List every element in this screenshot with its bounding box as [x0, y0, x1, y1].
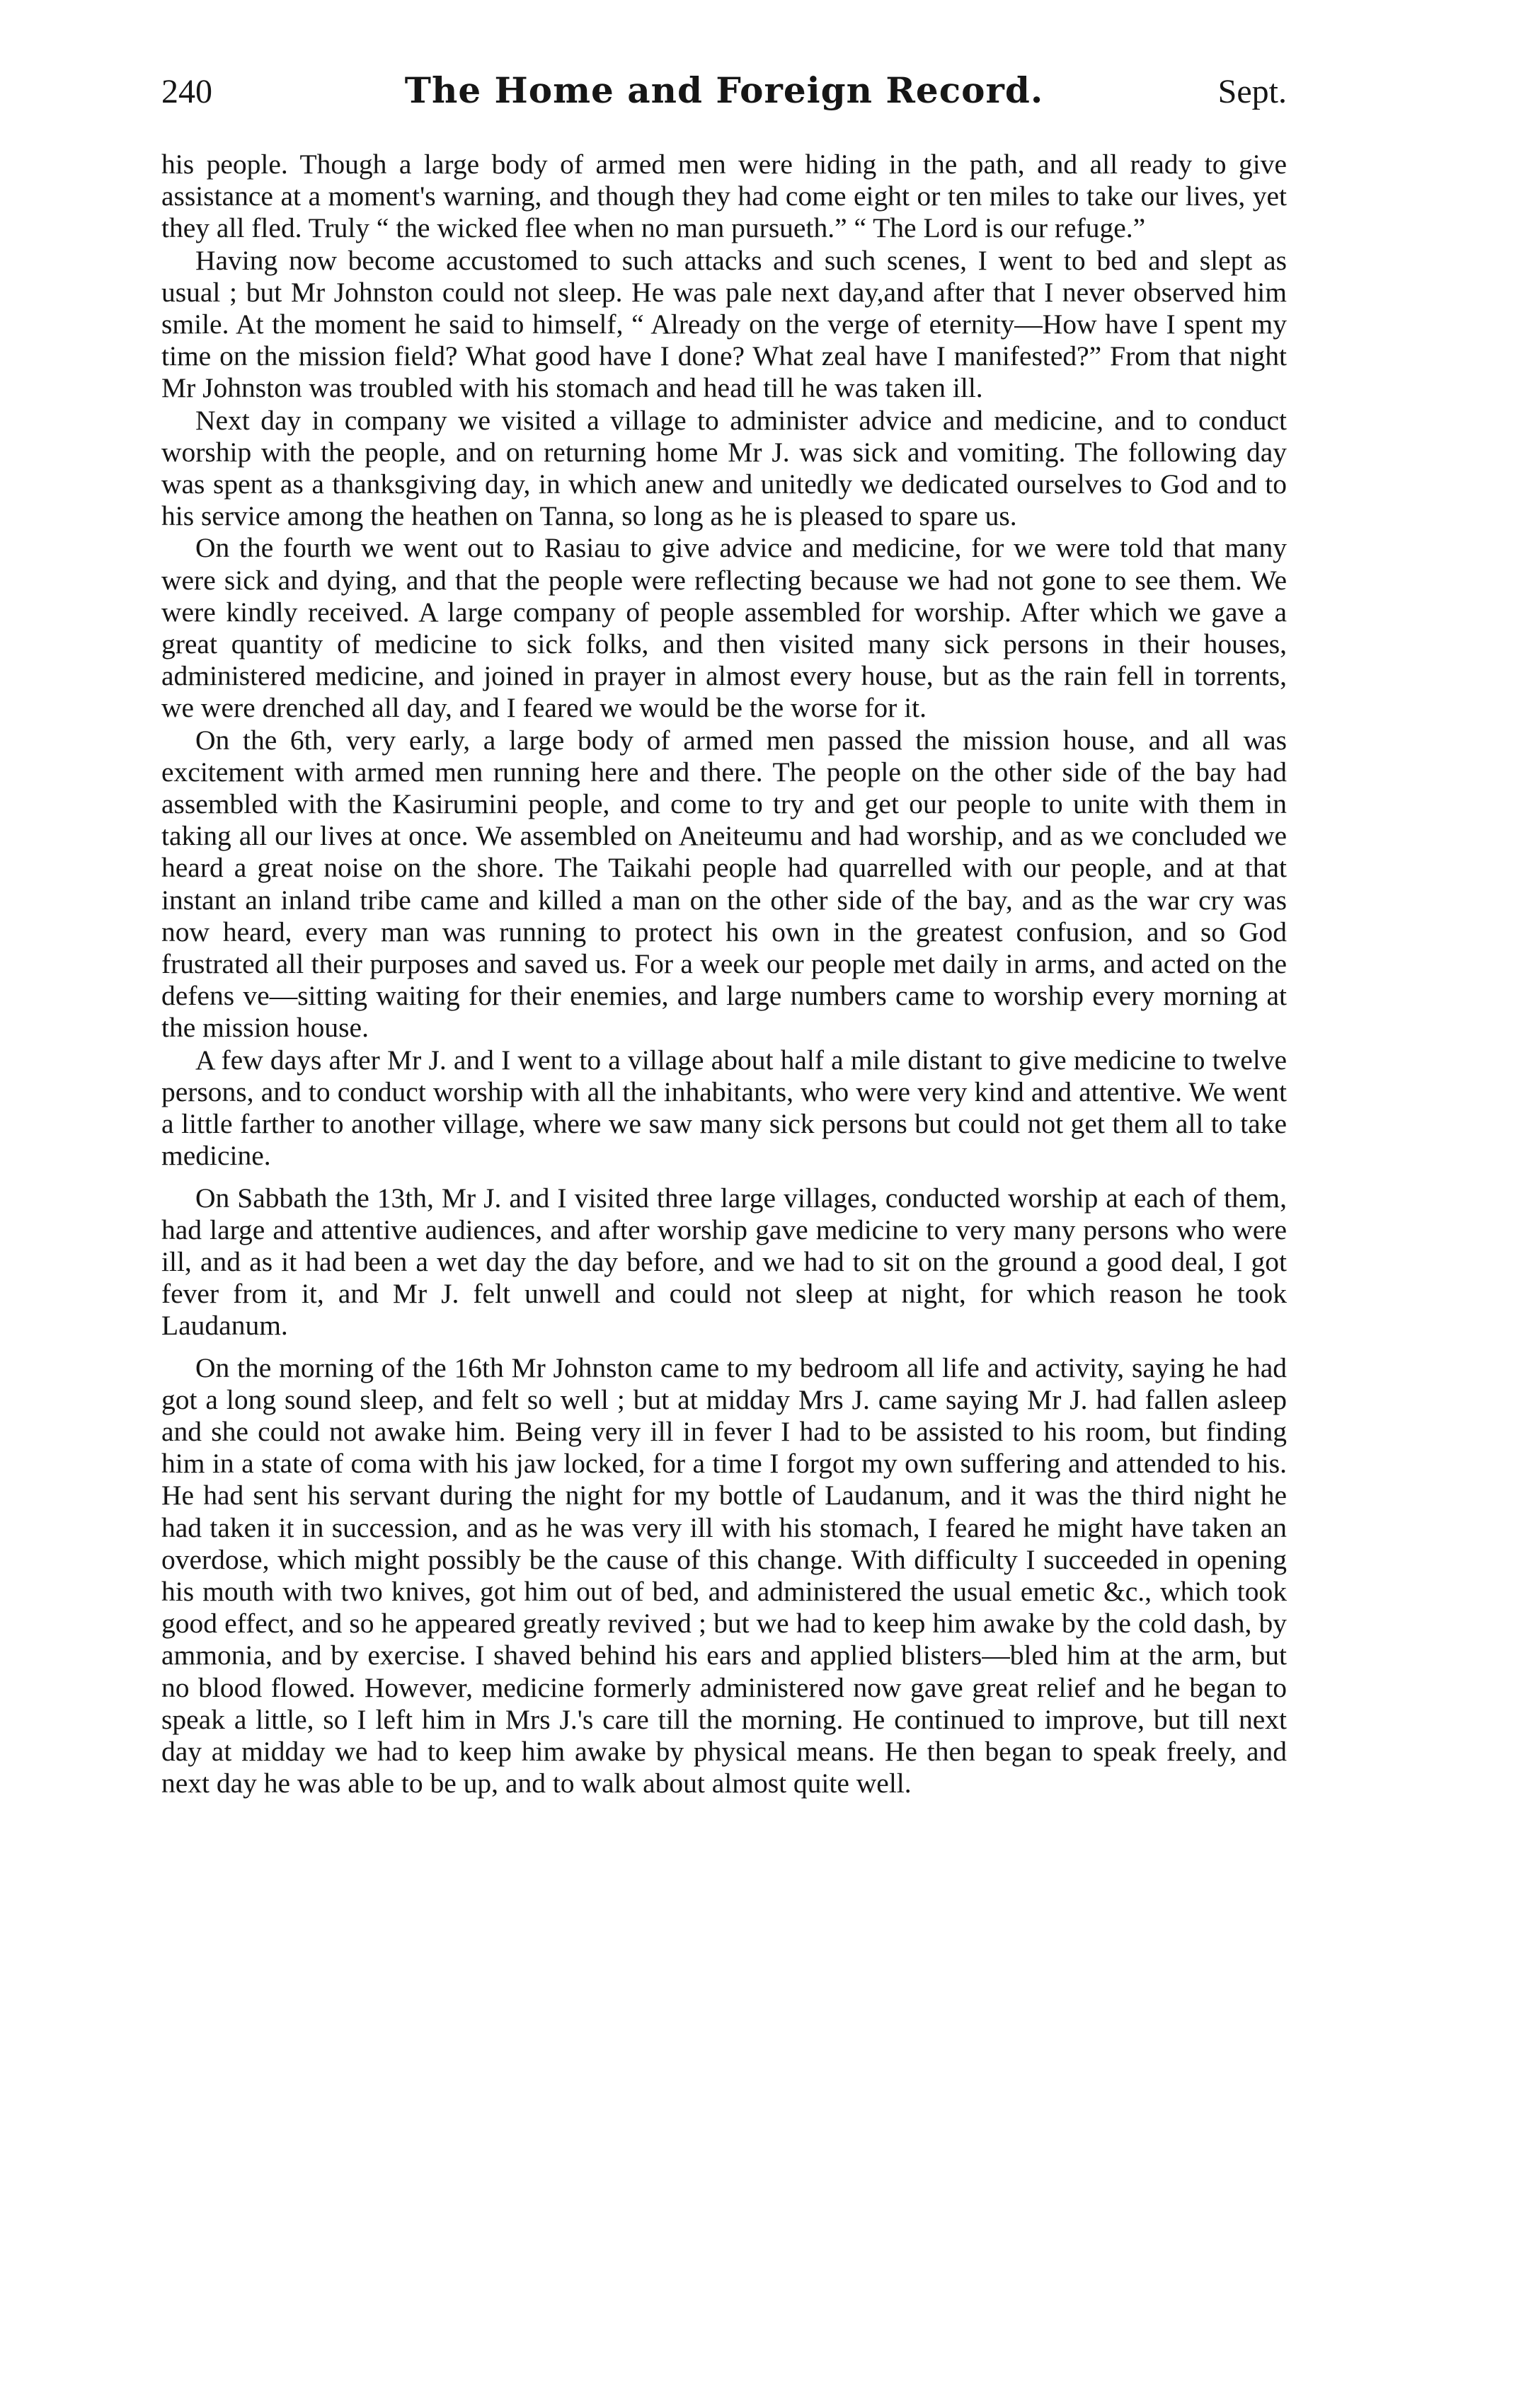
document-page [161, 62, 1287, 1799]
page-number: 240 [161, 73, 212, 110]
paragraph: A few days after Mr J. and I went to a village about half a mile distant to give medicine to twelve persons, and to conduct worship with all the inhabitants, who were very kind and attentive. We went a little farther to another village, where we saw many sick persons but could not get them all to take medicine. [161, 1044, 1287, 1172]
paragraph: his people. Though a large body of armed men were hiding in the path, and all ready to give assistance at a moment's warning, and though they had come eight or ten miles to take our lives, yet they all fled. Truly “ the wicked flee when no man pursueth.” “ The Lord is our refuge.” [161, 149, 1287, 244]
paragraph: On the 6th, very early, a large body of armed men passed the mission house, and all was excitement with armed men running here and there. The people on the other side of the bay had assembled with the Kasirumini people, and come to try and get our people to unite with them in taking all our lives at once. We assembled on Aneiteumu and had worship, and as we concluded we heard a great noise on the shore. The Taikahi people had quarrelled with our people, and at that instant an inland tribe came and killed a man on the other side of the bay, and as the war cry was now heard, every man was running to protect his own in the greatest confusion, and so God frustrated all their purposes and saved us. For a week our people met daily in arms, and acted on the defens ve—sitting waiting for their enemies, and large numbers came to worship every morning at the mission house. [161, 724, 1287, 1044]
journal-title: The Home and Foreign Record. [404, 69, 1044, 111]
paragraph: Next day in company we visited a village to administer advice and medicine, and to conduct worship with the people, and on returning home Mr J. was sick and vomiting. The following day was spent as a thanksgiving day, in which anew and unitedly we dedicated ourselves to God and to his service among the heathen on Tanna, so long as he is pleased to spare us. [161, 404, 1287, 532]
article-body [161, 149, 1287, 1799]
issue-month: Sept. [1217, 73, 1287, 110]
paragraph: On the morning of the 16th Mr Johnston came to my bedroom all life and activity, saying he had got a long sound sleep, and felt so well ; but at midday Mrs J. came saying Mr J. had fallen asleep and she could not awake him. Being very ill in fever I had to be assisted to his room, but finding him in a state of coma with his jaw locked, for a time I forgot my own suffering and attended to his. He had sent his servant during the night for my bottle of Laudanum, and it was the third night he had taken it in succession, and as he was very ill with his stomach, I feared he might have taken an overdose, which might possibly be the cause of this change. With difficulty I succeeded in opening his mouth with two knives, got him out of bed, and administered the usual emetic &c., which took good effect, and so he appeared greatly revived ; but we had to keep him awake by the cold dash, by ammonia, and by exercise. I shaved behind his ears and applied blisters—bled him at the arm, but no blood flowed. However, medicine formerly administered now gave great relief and he began to speak a little, so I left him in Mrs J.'s care till the morning. He continued to improve, but till next day at midday we had to keep him awake by physical means. He then began to speak freely, and next day he was able to be up, and to walk about almost quite well. [161, 1352, 1287, 1799]
paragraph: On Sabbath the 13th, Mr J. and I visited three large villages, conducted worship at each of them, had large and attentive audiences, and after worship gave medicine to very many persons who were ill, and as it had been a wet day the day before, and we had to sit on the ground a good deal, I got fever from it, and Mr J. felt unwell and could not sleep at night, for which reason he took Laudanum. [161, 1182, 1287, 1342]
page-header [161, 62, 1287, 126]
paragraph: On the fourth we went out to Rasiau to give advice and medicine, for we were told that many were sick and dying, and that the people were reflecting because we had not gone to see them. We were kindly received. A large company of people assembled for worship. After which we gave a great quantity of medicine to sick folks, and then visited many sick persons in their houses, administered medicine, and joined in prayer in almost every house, but as the rain fell in torrents, we were drenched all day, and I feared we would be the worse for it. [161, 532, 1287, 724]
paragraph: Having now become accustomed to such attacks and such scenes, I went to bed and slept as usual ; but Mr Johnston could not sleep. He was pale next day,and after that I never observed him smile. At the moment he said to himself, “ Already on the verge of eternity—How have I spent my time on the mission field? What good have I done? What zeal have I manifested?” From that night Mr Johnston was troubled with his stomach and head till he was taken ill. [161, 244, 1287, 404]
